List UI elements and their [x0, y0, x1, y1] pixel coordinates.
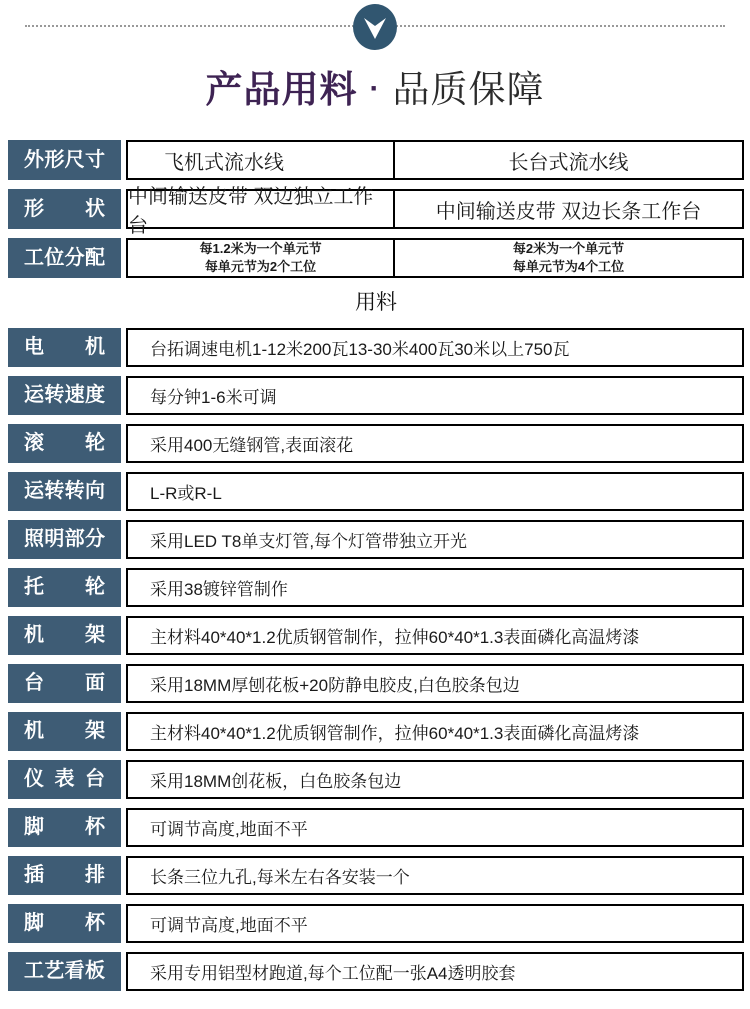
table-row [8, 424, 744, 463]
row-value-box [126, 424, 744, 463]
row-label: 机架 [8, 616, 121, 655]
page-title-rest: 品质保障 [392, 69, 545, 110]
spec-table [8, 140, 744, 991]
row-value: 每分钟1-6米可调 [150, 388, 277, 407]
row-cell [128, 240, 395, 276]
row-label: 电机 [8, 328, 121, 367]
row-label: 脚杯 [8, 808, 121, 847]
cell-text: 长台式流水线 [508, 151, 629, 174]
table-row [8, 616, 744, 655]
row-value-box [126, 712, 744, 751]
row-cell [395, 240, 742, 276]
row-label: 外形尺寸 [8, 140, 121, 180]
table-row [8, 520, 744, 559]
row-label: 插排 [8, 856, 121, 895]
row-cell [128, 142, 395, 178]
cell-text-line: 每2米为一个单元节 [512, 241, 625, 257]
table-row [8, 808, 744, 847]
table-row [8, 952, 744, 991]
section-header: 用料 [355, 291, 397, 314]
row-label: 仪表台 [8, 760, 121, 799]
row-value: 主材料40*40*1.2优质钢管制作，拉伸60*40*1.3表面磷化高温烤漆 [150, 724, 640, 743]
row-cell [128, 186, 395, 237]
row-value: 采用400无缝钢管,表面滚花 [150, 436, 354, 455]
row-value-box [126, 328, 744, 367]
row-cell [395, 142, 742, 178]
row-label: 运转速度 [8, 376, 121, 415]
table-row [8, 140, 744, 180]
row-value: 可调节高度,地面不平 [150, 916, 308, 935]
row-value-box [126, 568, 744, 607]
row-value-box [126, 472, 744, 511]
page-title-separator: · [369, 72, 381, 105]
cell-text: 飞机式流水线 [164, 151, 284, 174]
row-value: 采用LED T8单支灯管,每个灯管带独立开光 [150, 532, 468, 551]
table-row [8, 238, 744, 278]
cell-text-line: 每1.2米为一个单元节 [199, 241, 322, 257]
row-value-box [126, 664, 744, 703]
section-badge [353, 4, 397, 50]
page-title-accent: 产品用料 [205, 69, 358, 110]
row-value-box [126, 904, 744, 943]
row-value: 采用18MM创花板，白色胶条包边 [150, 772, 402, 791]
table-row [8, 376, 744, 415]
row-label: 运转转向 [8, 472, 121, 511]
row-value: 台拓调速电机1-12米200瓦13-30米400瓦30米以上750瓦 [150, 340, 570, 359]
row-value: 可调节高度,地面不平 [150, 820, 308, 839]
row-value-box [126, 808, 744, 847]
row-value-box [126, 140, 744, 180]
table-row [8, 760, 744, 799]
row-label: 形状 [8, 189, 121, 229]
table-row [8, 664, 744, 703]
row-value-box [126, 760, 744, 799]
row-label: 工艺看板 [8, 952, 121, 991]
row-label: 台面 [8, 664, 121, 703]
row-value-box [126, 856, 744, 895]
table-row [8, 472, 744, 511]
row-value-box [126, 616, 744, 655]
table-row [8, 856, 744, 895]
row-label: 托轮 [8, 568, 121, 607]
chevron-down-icon [353, 4, 397, 50]
row-label: 照明部分 [8, 520, 121, 559]
row-value-box [126, 186, 744, 237]
row-value-box [126, 952, 744, 991]
row-cell [395, 191, 742, 227]
row-value-box [126, 520, 744, 559]
section-divider [0, 0, 750, 52]
row-label: 滚轮 [8, 424, 121, 463]
row-value: L-R或R-L [150, 484, 222, 503]
row-value: 采用38镀锌管制作 [150, 580, 288, 599]
row-value-box [126, 238, 744, 278]
table-row [8, 328, 744, 367]
cell-text: 中间输送皮带 双边长条工作台 [435, 200, 702, 223]
table-row [8, 186, 744, 237]
page-title [0, 64, 750, 114]
row-value: 长条三位九孔,每米左右各安装一个 [150, 868, 410, 887]
table-row [8, 568, 744, 607]
cell-text-line: 每单元节为4个工位 [512, 259, 625, 274]
table-row [8, 904, 744, 943]
row-label: 脚杯 [8, 904, 121, 943]
row-value-box [126, 376, 744, 415]
row-label: 工位分配 [8, 238, 121, 278]
row-value: 采用18MM厚刨花板+20防静电胶皮,白色胶条包边 [150, 676, 520, 695]
cell-text-line: 每单元节为2个工位 [204, 259, 317, 274]
row-value: 采用专用铝型材跑道,每个工位配一张A4透明胶套 [150, 964, 516, 983]
table-row [8, 712, 744, 751]
cell-text: 中间输送皮带 双边独立工作台 [128, 186, 374, 237]
row-label: 机架 [8, 712, 121, 751]
row-value: 主材料40*40*1.2优质钢管制作，拉伸60*40*1.3表面磷化高温烤漆 [150, 628, 640, 647]
